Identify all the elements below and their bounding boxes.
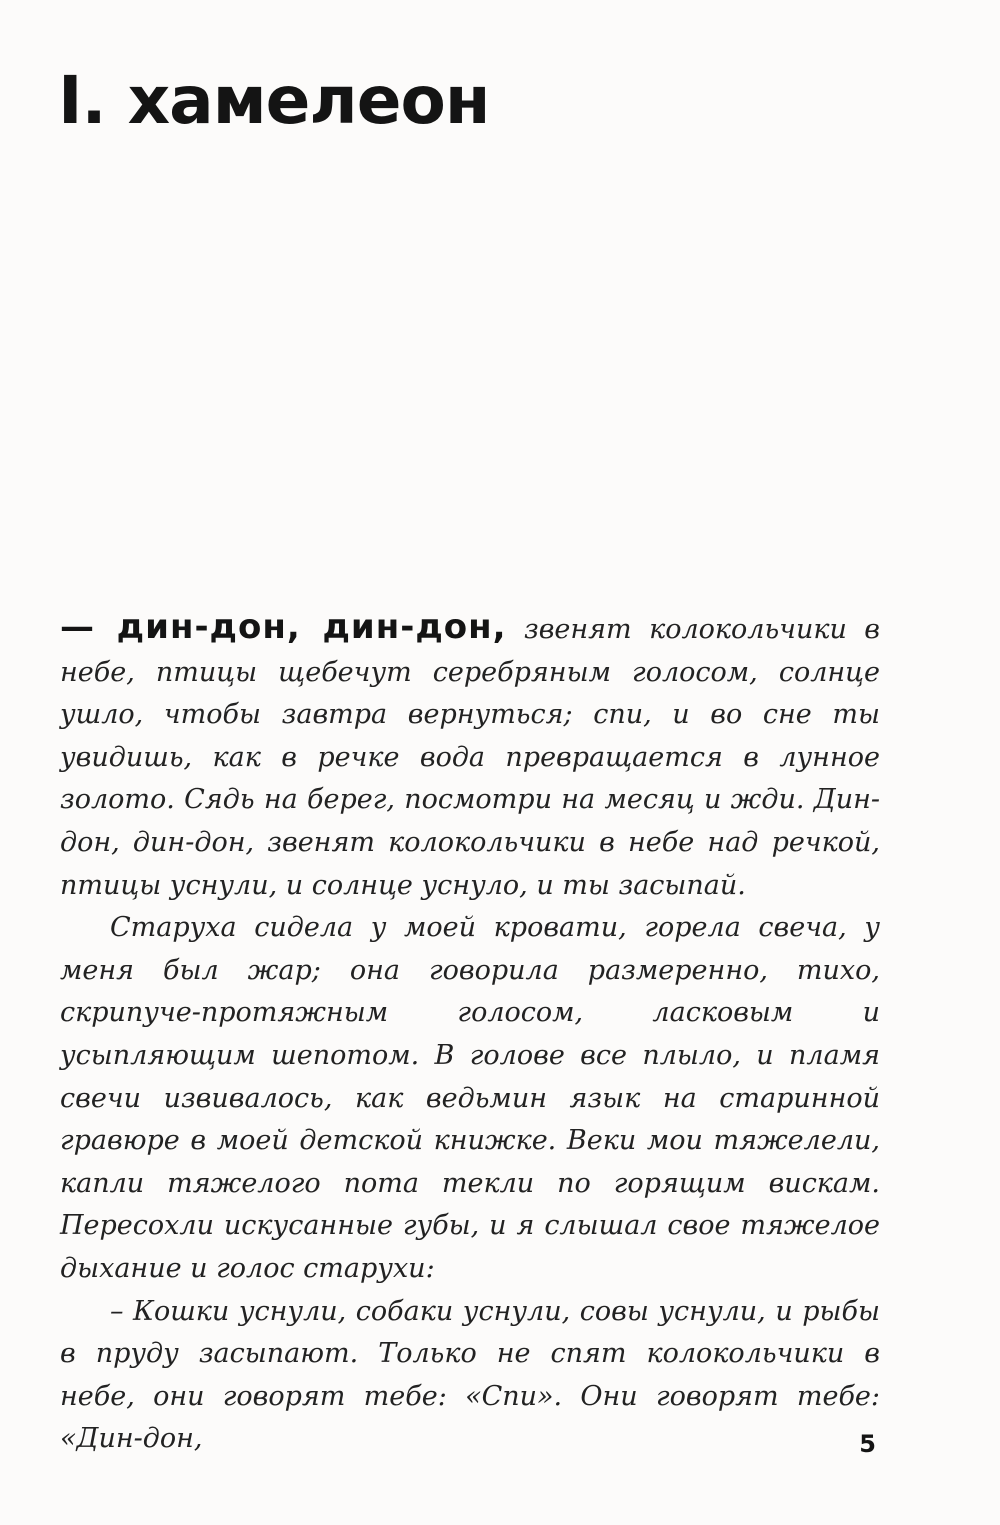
- chapter-title: I. хамелеон: [58, 62, 490, 139]
- paragraph-1-text: звенят колокольчики в небе, птицы щебечут серебряным голосом, солнце ушло, чтобы завтра вернуться; спи, и во сне ты увидишь, как в речке вода превращается в лунное золото. Сядь на берег, посмотри на месяц и жди. Дин-дон, дин-дон, звенят колокольчики в небе над речкой, птицы уснули, и солнце уснуло, и ты засыпай.: [60, 614, 880, 901]
- lead-in: — дин-дон, дин-дон,: [60, 607, 507, 647]
- paragraph-1: [60, 606, 880, 907]
- paragraph-2: Старуха сидела у моей кровати, горела свеча, у меня был жар; она говорила размеренно, тихо, скрипуче-протяжным голосом, ласковым и усыпляющим шепотом. В голове все плыло, и пламя свечи извивалось, как ведьмин язык на старинной гравюре в моей детской книжке. Веки мои тяжелели, капли тяжелого пота текли по горящим вискам. Пересохли искусанные губы, и я слышал свое тяжелое дыхание и голос старухи:: [60, 912, 880, 1284]
- chapter-body: [60, 606, 880, 1461]
- paragraph-3: – Кошки уснули, собаки уснули, совы уснули, и рыбы в пруду засыпают. Только не спят колокольчики в небе, они говорят тебе: «Спи». Они говорят тебе: «Дин-дон,: [60, 1295, 880, 1455]
- page-number: 5: [859, 1430, 876, 1458]
